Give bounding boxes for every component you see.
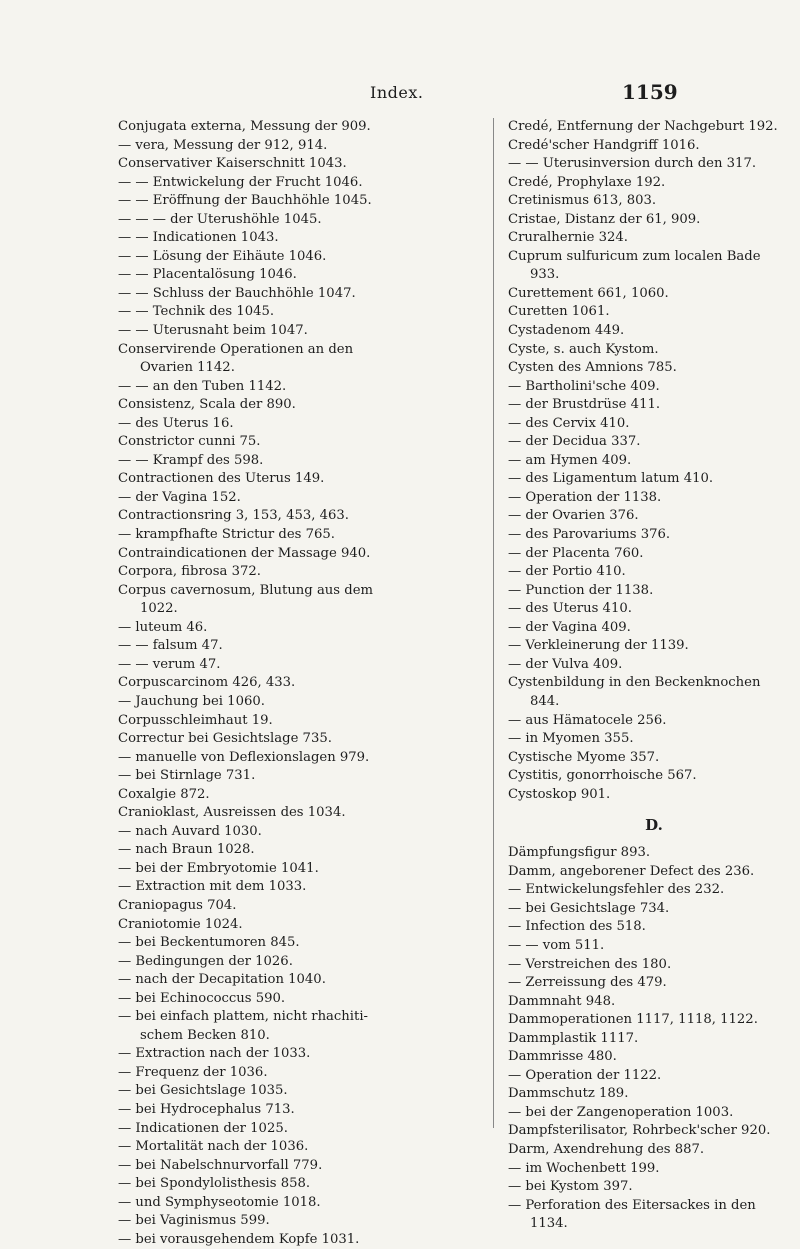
index-entry: — nach Braun 1028. — [118, 842, 255, 858]
index-entry: — nach Auvard 1030. — [118, 823, 262, 839]
column-divider — [493, 118, 494, 1128]
index-entry: — bei der Embryotomie 1041. — [118, 860, 319, 876]
index-entry: — luteum 46. — [118, 619, 208, 635]
index-column-left — [118, 118, 400, 1249]
index-entry: — — Indicationen 1043. — [118, 230, 279, 246]
index-entry: Damm, angeborener Defect des 236. — [508, 863, 755, 879]
index-entry: Cystitis, gonorrhoische 567. — [508, 768, 697, 784]
index-entry: — bei Nabelschnurvorfall 779. — [118, 1157, 323, 1173]
index-entry: — des Uterus 16. — [118, 415, 234, 431]
index-entry: Contractionen des Uterus 149. — [118, 471, 325, 487]
index-entry: Curettement 661, 1060. — [508, 285, 669, 301]
index-entry: Consistenz, Scala der 890. — [118, 397, 296, 413]
index-entry: Dampfsterilisator, Rohrbeck'scher 920. — [508, 1123, 771, 1139]
index-entry: Dammoperationen 1117, 1118, 1122. — [508, 1012, 758, 1028]
index-entry: Constrictor cunni 75. — [118, 434, 261, 450]
index-entry: — Operation der 1122. — [508, 1067, 662, 1083]
index-entry: — Bedingungen der 1026. — [118, 953, 293, 969]
index-entry: — Operation der 1138. — [508, 489, 662, 505]
index-entry: — Perforation des Eitersackes in den — [508, 1197, 756, 1213]
index-entry: — nach der Decapitation 1040. — [118, 972, 326, 988]
index-entry: — bei Kystom 397. — [508, 1179, 633, 1195]
index-entry: — Indicationen der 1025. — [118, 1120, 288, 1136]
index-entry: — vera, Messung der 912, 914. — [118, 137, 328, 153]
index-entry: — bei Hydrocephalus 713. — [118, 1101, 295, 1117]
index-entry: Corpuscarcinom 426, 433. — [118, 675, 296, 691]
index-entry: — der Brustdrüse 411. — [508, 397, 661, 413]
index-entry: — Zerreissung des 479. — [508, 975, 667, 991]
index-entry: Cuprum sulfuricum zum localen Bade — [508, 248, 761, 264]
index-entry: — Jauchung bei 1060. — [118, 693, 265, 709]
index-entry: — bei einfach plattem, nicht rhachiti- — [118, 1009, 368, 1025]
index-entry: — — Uterusinversion durch den 317. — [508, 156, 757, 172]
index-entry: Craniopagus 704. — [118, 897, 237, 913]
index-entry: — der Ovarien 376. — [508, 508, 639, 524]
index-column-right — [508, 118, 800, 1234]
index-entry: — — Lösung der Eihäute 1046. — [118, 248, 327, 264]
index-entry: Cysten des Amnions 785. — [508, 360, 677, 376]
index-entry: Dammnaht 948. — [508, 993, 616, 1009]
section-letter-d: D. — [645, 816, 663, 835]
index-entry: Cruralhernie 324. — [508, 230, 628, 246]
index-entry: Corpora, fibrosa 372. — [118, 564, 261, 580]
index-entry: — bei Vaginismus 599. — [118, 1213, 270, 1229]
index-entry: Credé'scher Handgriff 1016. — [508, 137, 700, 153]
index-entry: — — — der Uterushöhle 1045. — [118, 211, 322, 227]
index-entry: Darm, Axendrehung des 887. — [508, 1141, 705, 1157]
index-entry: — bei Beckentumoren 845. — [118, 935, 300, 951]
index-entry: — des Parovariums 376. — [508, 527, 671, 543]
index-entry: — — Krampf des 598. — [118, 452, 264, 468]
index-entry: — Extraction mit dem 1033. — [118, 879, 307, 895]
index-entry: — Extraction nach der 1033. — [118, 1046, 311, 1062]
index-entry: Credé, Entfernung der Nachgeburt 192. — [508, 119, 778, 134]
index-entry: Dammplastik 1117. — [508, 1030, 639, 1046]
index-entry: — in Myomen 355. — [508, 731, 634, 747]
index-entry: — des Cervix 410. — [508, 415, 630, 431]
index-entry: Contractionsring 3, 153, 453, 463. — [118, 508, 349, 524]
index-entry: — Bartholini'sche 409. — [508, 378, 660, 394]
index-entry: — der Vagina 152. — [118, 489, 241, 505]
index-entry: — Verkleinerung der 1139. — [508, 638, 689, 654]
index-entry: Ovarien 1142. — [140, 360, 235, 376]
index-entry: — bei Stirnlage 731. — [118, 768, 256, 784]
index-entry: — — an den Tuben 1142. — [118, 378, 287, 394]
index-entry: — der Vagina 409. — [508, 619, 631, 635]
index-entry: — der Portio 410. — [508, 564, 626, 580]
index-entry: Cyste, s. auch Kystom. — [508, 341, 659, 357]
index-entry: — — vom 511. — [508, 937, 605, 953]
index-entry: — Entwickelungsfehler des 232. — [508, 882, 725, 898]
index-entry: — — Placentalösung 1046. — [118, 267, 297, 283]
index-entry: — im Wochenbett 199. — [508, 1160, 660, 1176]
index-entry: Corpus cavernosum, Blutung aus dem — [118, 582, 374, 598]
index-entry: schem Becken 810. — [140, 1027, 270, 1043]
index-section-c-continued — [508, 118, 800, 804]
index-entry: Correctur bei Gesichtslage 735. — [118, 731, 332, 747]
index-entry: 933. — [530, 267, 560, 283]
index-entry: Dammrisse 480. — [508, 1049, 617, 1065]
index-entry: Cranioklast, Ausreissen des 1034. — [118, 805, 346, 821]
index-entry: 1134. — [530, 1216, 568, 1232]
index-entry: — — Uterusnaht beim 1047. — [118, 323, 308, 339]
index-entry: — der Vulva 409. — [508, 656, 623, 672]
index-entry: Conservirende Operationen an den — [118, 341, 354, 357]
index-entry: — bei Gesichtslage 1035. — [118, 1083, 288, 1099]
page-number: 1159 — [622, 80, 678, 104]
index-entry: — bei der Zangenoperation 1003. — [508, 1104, 734, 1120]
page-header — [0, 80, 800, 108]
index-entry: — — falsum 47. — [118, 638, 223, 654]
index-entry: — — verum 47. — [118, 656, 221, 672]
index-entry: — bei Spondylolisthesis 858. — [118, 1176, 311, 1192]
index-entry: — bei vorausgehendem Kopfe 1031. — [118, 1231, 360, 1247]
index-entry: Cristae, Distanz der 61, 909. — [508, 211, 701, 227]
running-title: Index. — [370, 83, 424, 102]
index-entry: Craniotomie 1024. — [118, 916, 243, 932]
index-entry: — — Technik des 1045. — [118, 304, 275, 320]
index-entry: Coxalgie 872. — [118, 786, 210, 802]
index-entry: Conservativer Kaiserschnitt 1043. — [118, 156, 347, 172]
index-entry: 844. — [530, 693, 560, 709]
index-entry: — Punction der 1138. — [508, 582, 654, 598]
index-entry: — Frequenz der 1036. — [118, 1064, 268, 1080]
index-entry: — der Decidua 337. — [508, 434, 641, 450]
index-entry: Cretinismus 613, 803. — [508, 193, 657, 209]
index-entry: Dammschutz 189. — [508, 1086, 629, 1102]
index-entry: — manuelle von Deflexionslagen 979. — [118, 749, 370, 765]
index-entry: Cystenbildung in den Beckenknochen — [508, 675, 761, 691]
index-entry: 1022. — [140, 601, 178, 617]
index-entry: — — Eröffnung der Bauchhöhle 1045. — [118, 193, 372, 209]
index-entry: Dämpfungsfigur 893. — [508, 845, 651, 861]
index-entry: Cystische Myome 357. — [508, 749, 660, 765]
index-entry: — des Uterus 410. — [508, 601, 632, 617]
index-entry: Corpusschleimhaut 19. — [118, 712, 273, 728]
index-entry: — des Ligamentum latum 410. — [508, 471, 714, 487]
index-entry: — Verstreichen des 180. — [508, 956, 672, 972]
index-entry: — aus Hämatocele 256. — [508, 712, 667, 728]
index-entry: Conjugata externa, Messung der 909. — [118, 119, 371, 134]
index-entry: Cystadenom 449. — [508, 323, 625, 339]
index-entry: — krampfhafte Strictur des 765. — [118, 527, 335, 543]
index-entry: — — Schluss der Bauchhöhle 1047. — [118, 285, 356, 301]
index-entry: — bei Echinococcus 590. — [118, 990, 286, 1006]
index-entry: — Mortalität nach der 1036. — [118, 1139, 309, 1155]
index-section-d — [508, 844, 800, 1233]
index-entry: — Infection des 518. — [508, 919, 646, 935]
index-entry: Curetten 1061. — [508, 304, 610, 320]
index-entry: Cystoskop 901. — [508, 786, 611, 802]
index-entry: — — Entwickelung der Frucht 1046. — [118, 174, 363, 190]
index-entry: — der Placenta 760. — [508, 545, 644, 561]
index-entry: Contraindicationen der Massage 940. — [118, 545, 371, 561]
index-entry: — und Symphyseotomie 1018. — [118, 1194, 321, 1210]
index-entry: — am Hymen 409. — [508, 452, 632, 468]
index-entry: Credé, Prophylaxe 192. — [508, 174, 666, 190]
index-entry: — bei Gesichtslage 734. — [508, 900, 670, 916]
